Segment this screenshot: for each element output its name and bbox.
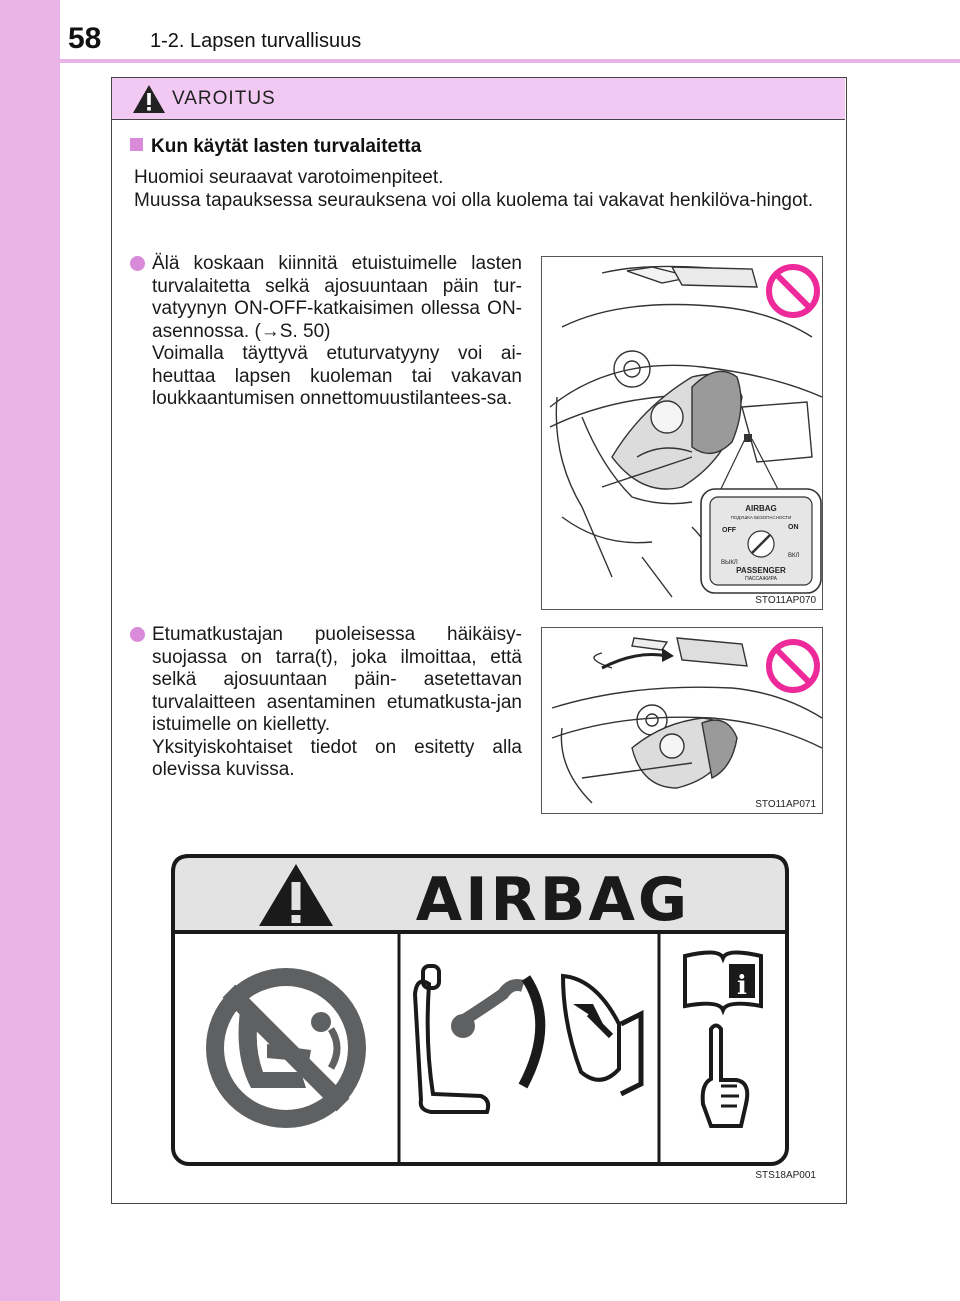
warning-heading-text: Kun käytät lasten turvalaitetta	[151, 136, 422, 157]
section-title: 1-2. Lapsen turvallisuus	[150, 30, 362, 52]
figure-code: STO11AP070	[755, 595, 816, 606]
intro-line-2: Muussa tapauksessa seurauksena voi olla kuolema tai vakavat henkilöva-hingot.	[134, 190, 814, 211]
bullet-dot-icon	[130, 256, 145, 271]
figure-child-seat-airbag-on	[541, 256, 823, 610]
warning-box	[111, 77, 847, 1204]
header-rule	[60, 59, 960, 63]
warning-icon	[132, 84, 166, 114]
warning-label: VAROITUS	[172, 88, 276, 109]
prohibition-icon	[764, 637, 822, 695]
figure-code: STO11AP071	[755, 799, 816, 810]
switch-on-ru-label: ВКЛ	[788, 553, 800, 559]
label-code: STS18AP001	[755, 1170, 816, 1181]
left-margin-band	[0, 0, 60, 1301]
airbag-warning-label	[171, 854, 789, 1166]
bullet-item-2	[130, 624, 522, 782]
switch-title: AIRBAG	[745, 504, 777, 513]
bullet-dot-icon	[130, 627, 145, 642]
no-child-seat-icon	[206, 968, 366, 1128]
figure-sun-visor-label	[541, 627, 823, 814]
svg-text:i: i	[737, 971, 747, 1001]
bullet-2-text-1: Etumatkustajan puoleisessa häikäisy-suojassa on tarra(t), joka ilmoittaa, että selkä ajosuuntaan päin- asetettavan turvalaitteen asentaminen etumatkusta-jan istuimelle on kielletty.	[152, 624, 522, 735]
prohibition-icon	[764, 262, 822, 320]
switch-passenger-label: PASSENGER	[736, 566, 786, 575]
warning-heading	[130, 136, 421, 158]
warning-header	[112, 78, 845, 120]
page-number: 58	[68, 22, 102, 55]
airbag-label-title: AIRBAG	[415, 865, 691, 935]
square-bullet-icon	[130, 138, 143, 151]
bullet-1-text-2: Voimalla täyttyvä etuturvatyyny voi ai-heuttaa lapsen kuoleman tai vakavan loukkaantumisen onnettomuustilantees-sa.	[152, 343, 522, 409]
switch-passenger-ru-label: ПАССАЖИРА	[745, 576, 777, 582]
switch-off-ru-label: ВЫКЛ	[721, 560, 738, 566]
switch-on-label: ON	[788, 524, 799, 531]
bullet-item-1	[130, 253, 522, 411]
switch-off-label: OFF	[722, 527, 736, 534]
bullet-2-text-2: Yksityiskohtaiset tiedot on esitetty alla olevissa kuvissa.	[152, 736, 522, 780]
switch-subtitle: ПОДУШКА БЕЗОПАСНОСТИ	[730, 515, 792, 520]
bullet-1-text-1: Älä koskaan kiinnitä etuistuimelle lasten turvalaitetta selkä ajosuuntaan päin tur-vatyynyn ON-OFF-katkaisimen ollessa ON-asennossa. (→S. 50)	[152, 253, 522, 342]
intro-line-1: Huomioi seuraavat varotoimenpiteet.	[134, 167, 444, 188]
